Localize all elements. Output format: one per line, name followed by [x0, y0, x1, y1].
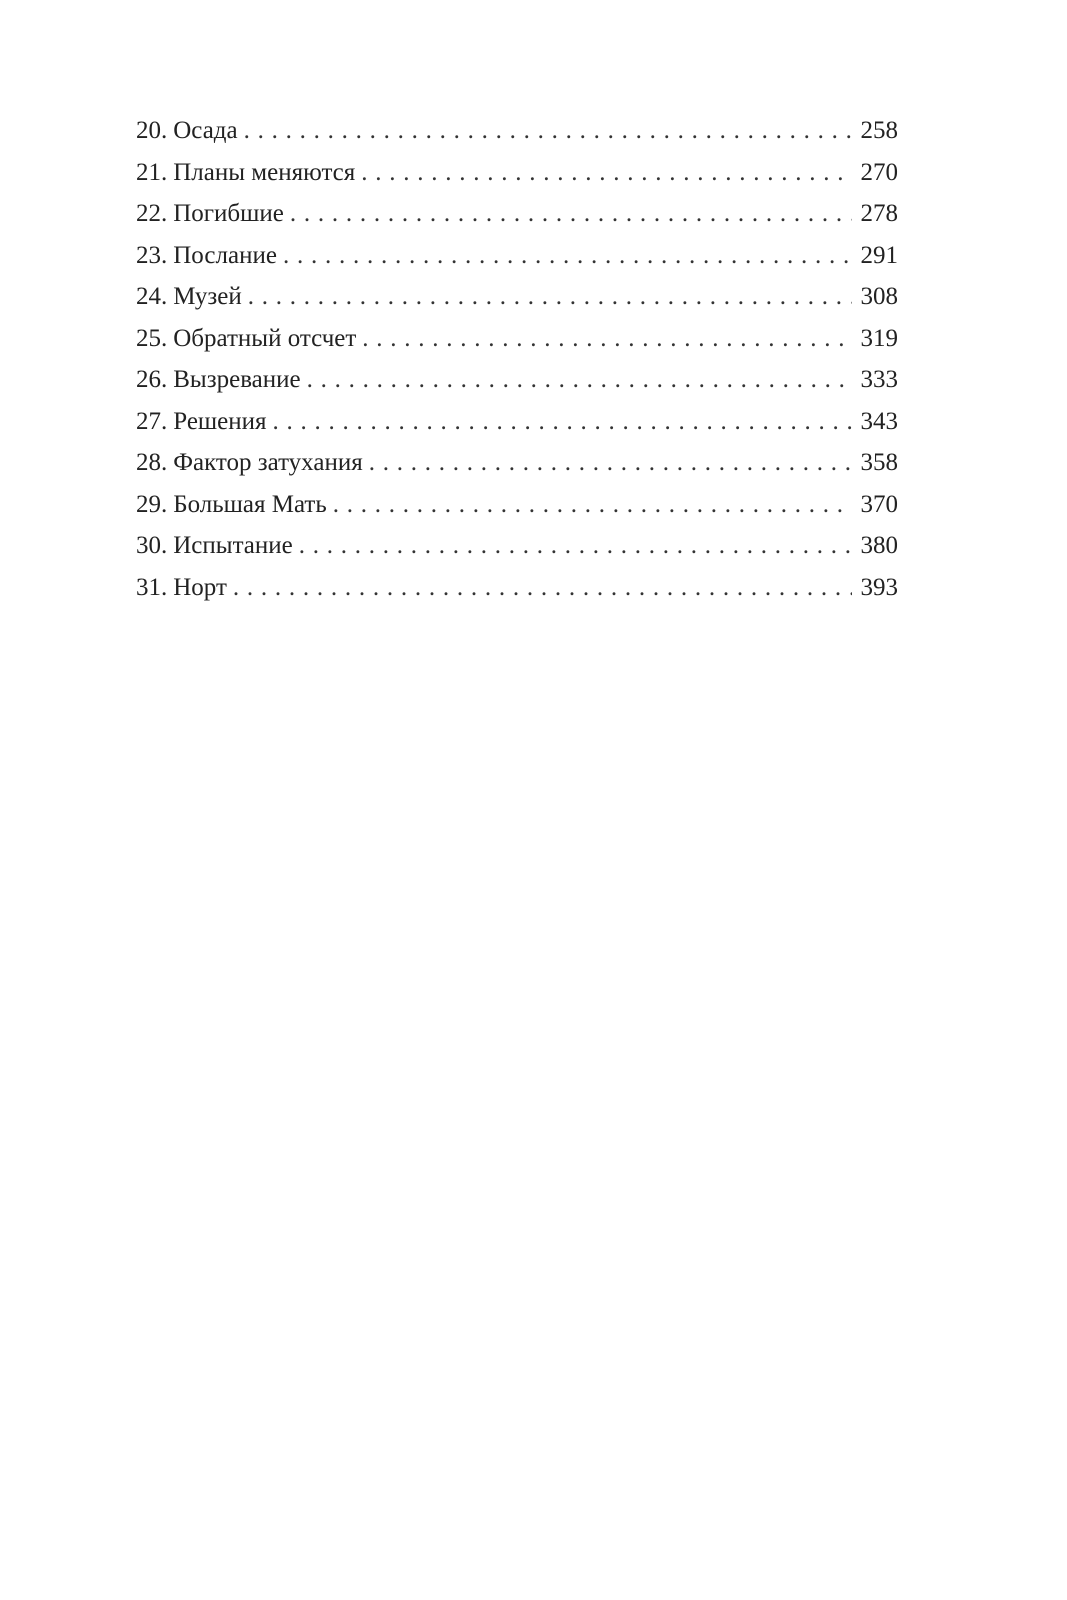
- toc-dot-leader: [273, 401, 852, 443]
- toc-entry-title: Планы меняются: [173, 158, 356, 186]
- toc-entry: [136, 442, 898, 484]
- toc-dot-leader: [369, 442, 852, 484]
- toc-entry-number: 31.: [136, 573, 168, 601]
- toc-dot-leader: [299, 525, 852, 567]
- toc-entry-number: 23.: [136, 241, 168, 269]
- toc-entry-page: 319: [860, 324, 898, 352]
- toc-entry-number: 27.: [136, 407, 168, 435]
- toc-entry-title: Осада: [173, 117, 238, 144]
- toc-entry-number: 29.: [136, 490, 168, 518]
- toc-entry-page: 393: [860, 573, 898, 601]
- toc-entry: [136, 318, 898, 360]
- toc-dot-leader: [362, 318, 852, 360]
- toc-entry-number: 20.: [136, 117, 168, 144]
- toc-dot-leader: [333, 484, 852, 526]
- toc-entry: [136, 152, 898, 194]
- toc-entry-title: Решения: [173, 407, 267, 435]
- toc-entry: [136, 359, 898, 401]
- toc-dot-leader: [244, 110, 852, 152]
- toc-entry: [136, 193, 898, 235]
- toc-entry-number: 26.: [136, 366, 168, 393]
- toc-dot-leader: [248, 276, 852, 318]
- toc-dot-leader: [283, 235, 852, 277]
- toc-entry-page: 278: [860, 200, 898, 227]
- toc-entry-page: 333: [860, 366, 898, 393]
- toc-dot-leader: [361, 152, 852, 194]
- toc-entry-title: Вызревание: [173, 366, 301, 393]
- toc-entry-title: Испытание: [173, 532, 293, 559]
- toc-entry-page: 291: [860, 241, 898, 269]
- toc-entry: [136, 235, 898, 277]
- toc-entry-page: 380: [860, 532, 898, 559]
- toc-entry-page: 370: [860, 490, 898, 518]
- toc-entry-page: 308: [860, 283, 898, 310]
- toc-dot-leader: [290, 193, 852, 235]
- toc-entry-number: 30.: [136, 532, 168, 559]
- toc-entry-number: 28.: [136, 449, 168, 476]
- toc-entry-title: Норт: [173, 573, 227, 601]
- toc-entry-number: 22.: [136, 200, 168, 227]
- toc-entry-title: Послание: [173, 241, 277, 269]
- toc-dot-leader: [307, 359, 852, 401]
- toc-entry: [136, 110, 898, 152]
- toc-entry-page: 258: [860, 117, 898, 144]
- toc-entry: [136, 525, 898, 567]
- toc-entry: [136, 401, 898, 443]
- toc-entry-title: Большая Мать: [173, 490, 327, 518]
- toc-entry-title: Обратный отсчет: [173, 324, 357, 352]
- toc-entry-title: Погибшие: [173, 200, 284, 227]
- toc-entry-number: 25.: [136, 324, 168, 352]
- toc-entry: [136, 276, 898, 318]
- toc-entry-page: 343: [860, 407, 898, 435]
- toc-entry-title: Музей: [173, 283, 242, 310]
- toc-entry: [136, 567, 898, 609]
- table-of-contents: [136, 110, 898, 608]
- toc-dot-leader: [233, 567, 852, 609]
- toc-entry-number: 24.: [136, 283, 168, 310]
- toc-entry-page: 270: [860, 158, 898, 186]
- toc-entry: [136, 484, 898, 526]
- toc-entry-title: Фактор затухания: [173, 449, 363, 476]
- toc-entry-page: 358: [860, 449, 898, 476]
- toc-entry-number: 21.: [136, 158, 168, 186]
